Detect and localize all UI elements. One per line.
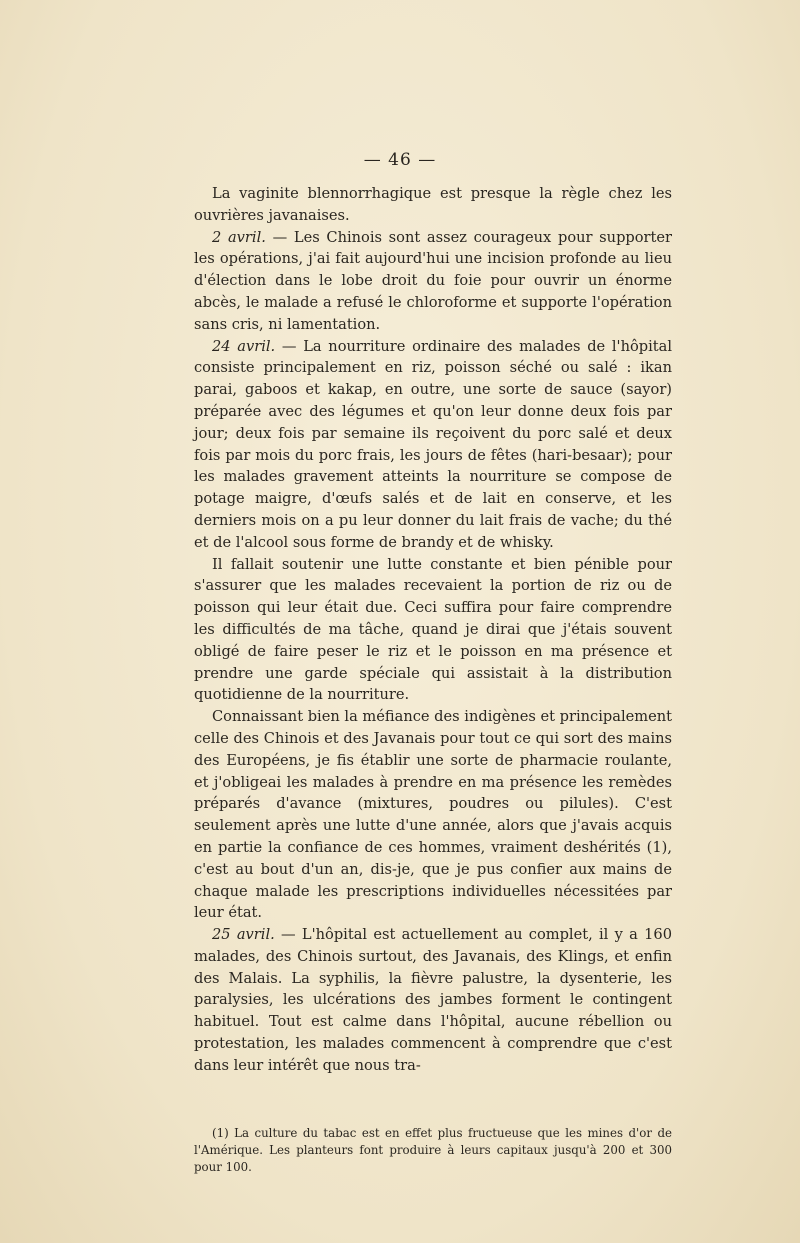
- paragraph-text: Il fallait soutenir une lutte constante et bien pénible pour s'assurer que les malades recevaient la portion de riz ou de poisson qui leur était due. Ceci suffira pour faire comprendre les difficultés de ma tâche, quand je dirai que j'étais souvent obligé de faire peser le riz et le poisson en ma présence et prendre une garde spéciale qui assistait à la distribution quotidienne de la nourriture.: [194, 555, 672, 704]
- paragraph: [194, 227, 672, 336]
- paragraph: [194, 336, 672, 554]
- paragraph-text: La vaginite blennorrhagique est presque la règle chez les ouvrières javanaises.: [194, 185, 672, 224]
- paragraph: [194, 554, 672, 707]
- paragraph-text: — La nourriture ordinaire des malades de l'hôpital consiste principalement en riz, poisson séché ou salé : ikan parai, gaboos et kakap, en outre, une sorte de sauce (sayor) préparée avec des légumes et qu'on leur donne deux fois par jour; deux fois par semaine ils reçoivent du porc salé et deux fois par mois du porc frais, les jours de fêtes (hari-besaar); pour les malades gravement atteints la nourriture se compose de potage maigre, d'œufs salés et de lait en conserve, et les derniers mois on a pu leur donner du lait frais de vache; du thé et de l'alcool sous forme de brandy et de whisky.: [194, 337, 673, 551]
- paragraph: [194, 183, 672, 227]
- paragraph-date: 24 avril.: [212, 337, 276, 355]
- paragraph: [194, 924, 672, 1077]
- page-number: — 46 —: [363, 150, 437, 170]
- paragraph-text: Connaissant bien la méfiance des indigènes et principalement celle des Chinois et des Javanais pour tout ce qui sort des mains des Européens, je fis établir une sorte de pharmacie roulante, et j'obligeai les malades à prendre en ma présence les remèdes préparés d'avance (mixtures, poudres ou pilules). C'est seulement après une lutte d'une année, alors que j'avais acquis en partie la confiance de ces hommes, vraiment deshérités (1), c'est au bout d'un an, dis-je, que je pus confier aux mains de chaque malade les prescriptions individuelles nécessitées par leur état.: [194, 708, 672, 922]
- paragraph: [194, 706, 672, 924]
- paragraph-date: 2 avril.: [212, 228, 266, 246]
- footnote-text: (1) La culture du tabac est en effet plus fructueuse que les mines d'or de l'Amérique. Les planteurs font produire à leurs capitaux jusqu'à 200 et 300 pour 100.: [194, 1126, 672, 1174]
- body-text: [194, 183, 672, 1077]
- paragraph-text: — Les Chinois sont assez courageux pour supporter les opérations, j'ai fait aujourd'hui une incision profonde au lieu d'élection dans le lobe droit du foie pour ouvrir un énorme abcès, le malade a refusé le chloroforme et supporte l'opération sans cris, ni lamentation.: [194, 228, 672, 333]
- footnote: [194, 1125, 672, 1176]
- paragraph-date: 25 avril.: [212, 926, 275, 944]
- paragraph-text: — L'hôpital est actuellement au complet, il y a 160 malades, des Chinois surtout, des Javanais, des Klings, et enfin des Malais. La syphilis, la fièvre palustre, la dysenterie, les paralysies, les ulcérations des jambes forment le contingent habituel. Tout est calme dans l'hôpital, aucune rébellion ou protestation, les malades commencent à comprendre que c'est dans leur intérêt que nous tra-: [194, 926, 672, 1074]
